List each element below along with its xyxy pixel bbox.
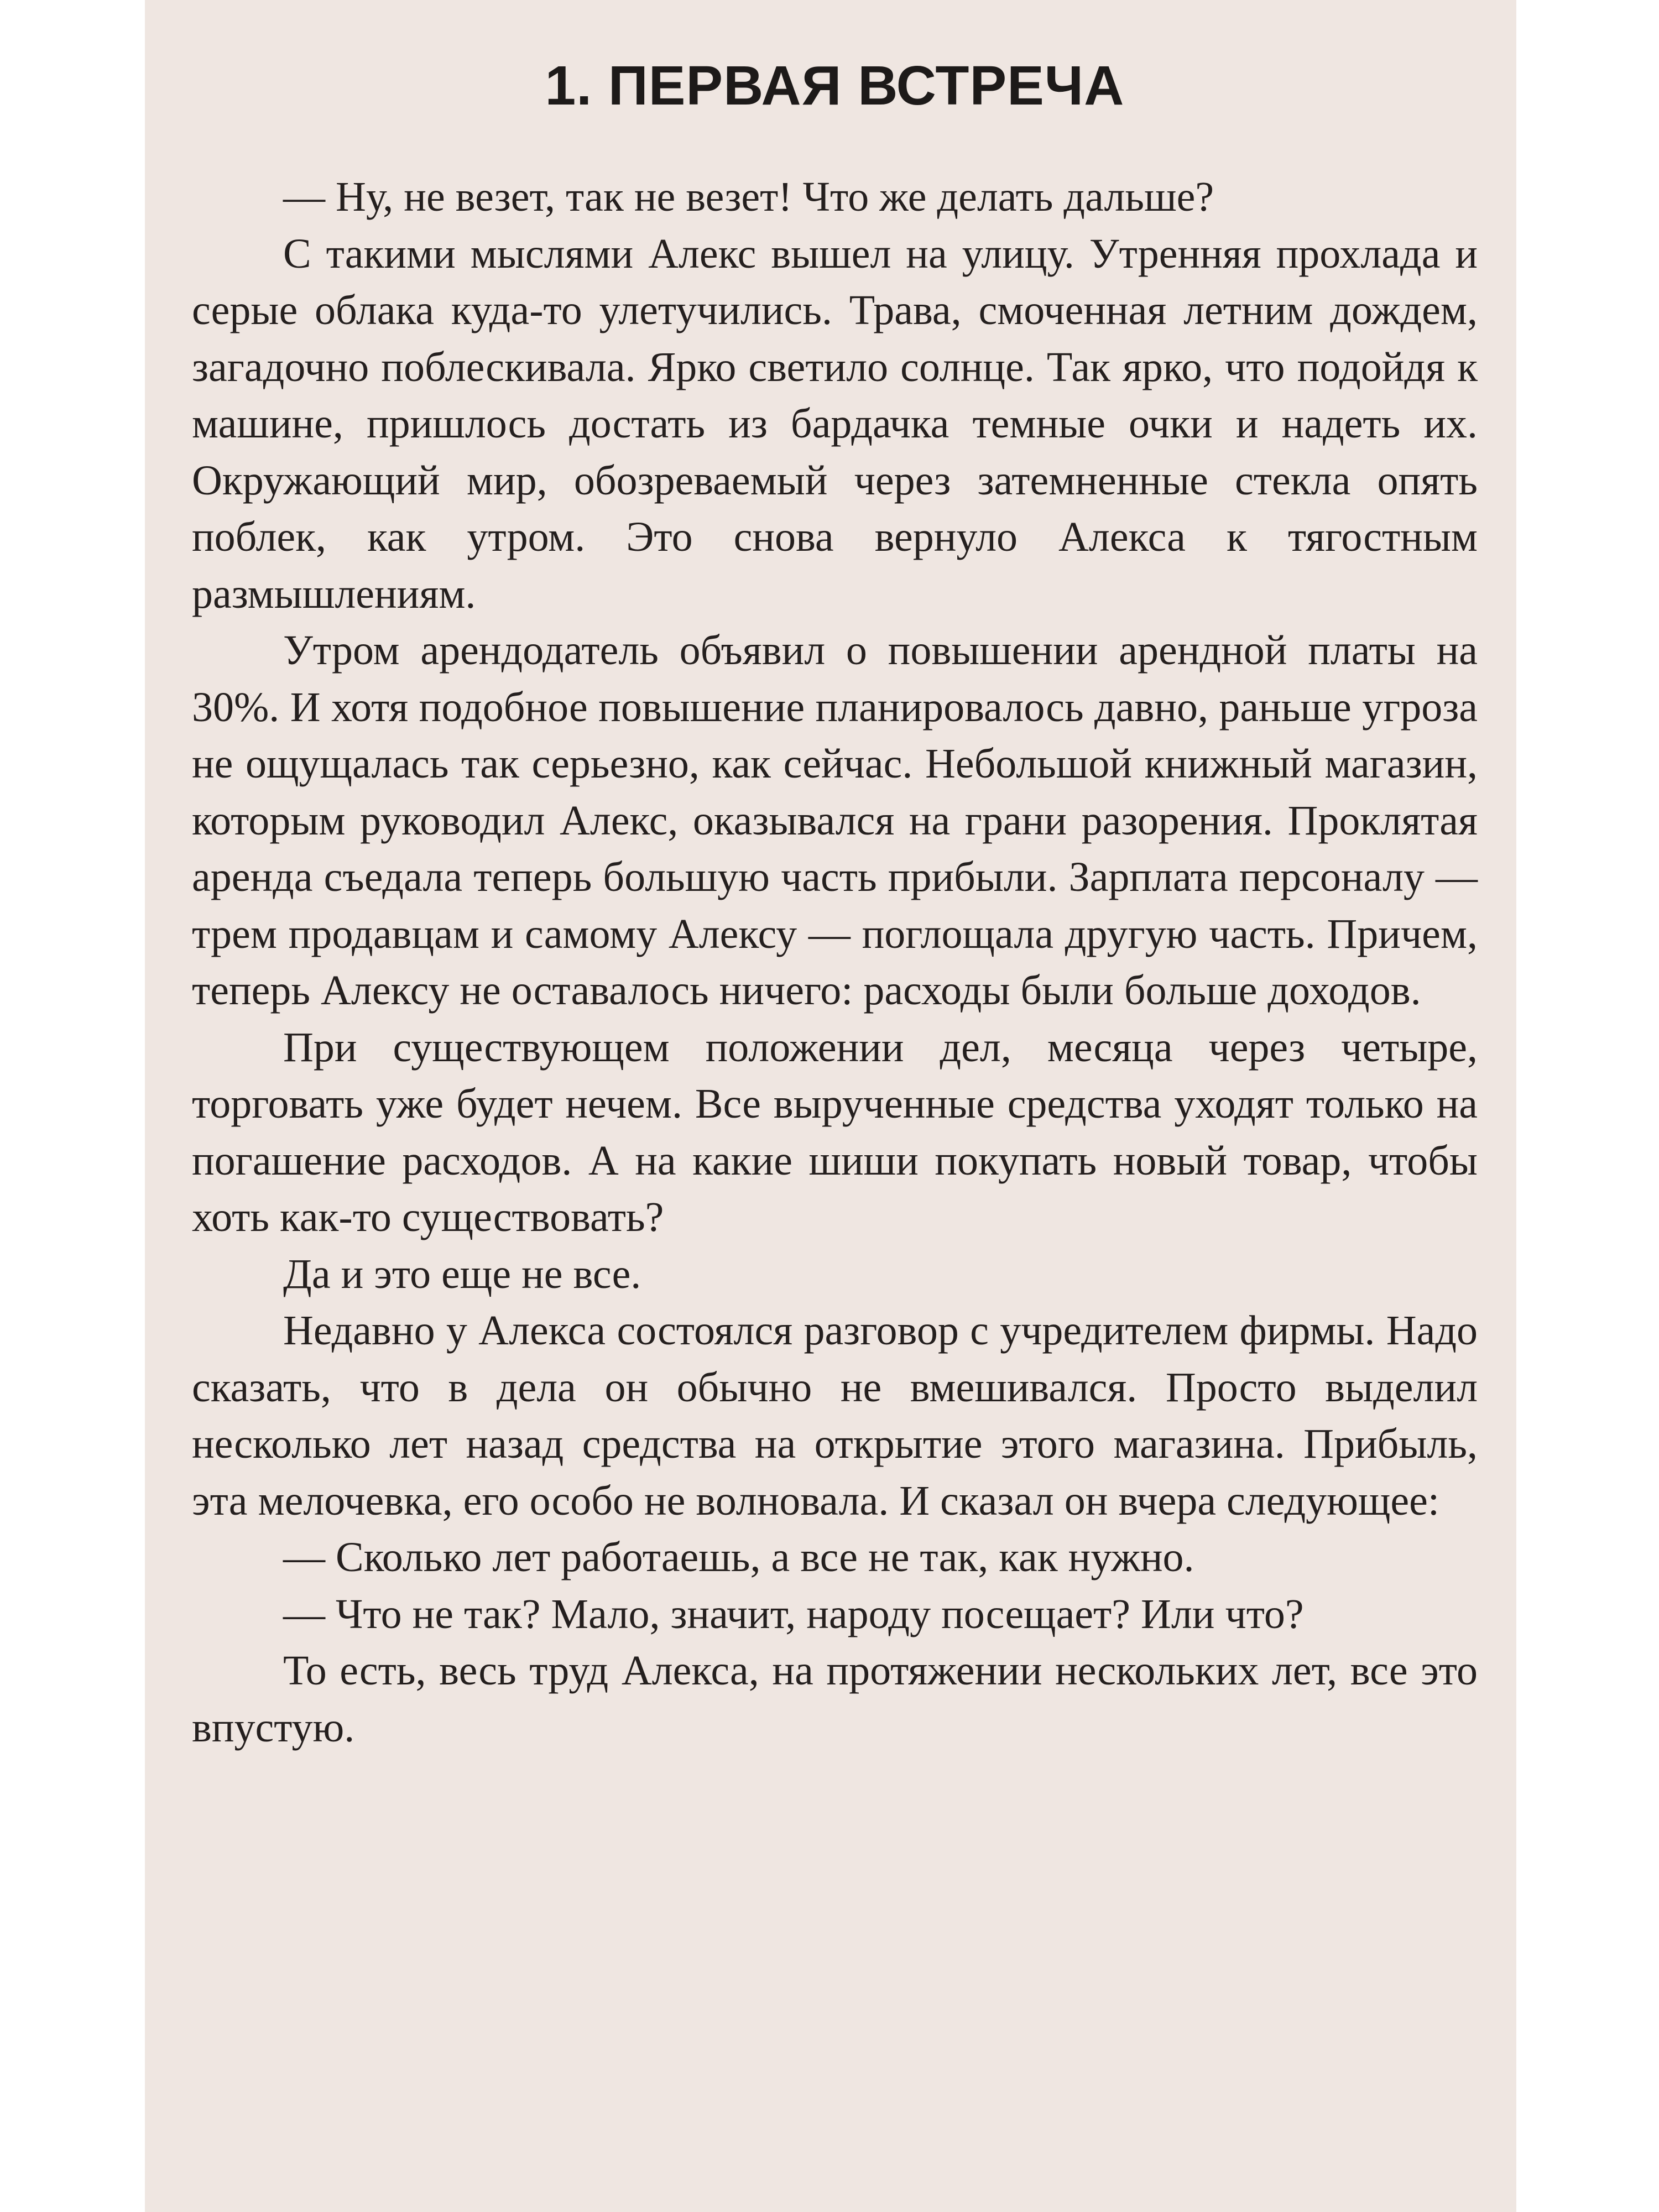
paragraph: Да и это еще не все. xyxy=(283,1250,641,1297)
paragraph: — Сколько лет работаешь, а все не так, как нужно. xyxy=(283,1534,1194,1580)
paragraph: — Что не так? Мало, значит, народу посещает? Или что? xyxy=(283,1590,1304,1637)
paragraph: — Ну, не везет, так не везет! Что же делать дальше? xyxy=(283,174,1214,220)
paragraph: То есть, весь труд Алекса, на протяжении нескольких лет, все это впустую. xyxy=(192,1647,1478,1751)
paragraph: При существующем положении дел, месяца через четыре, торговать уже будет нечем. Все вырученные средства уходят только на погашение расходов. А на какие шиши покупать новый товар, чтобы хоть как-то существовать? xyxy=(192,1024,1478,1240)
chapter-title: 1. ПЕРВАЯ ВСТРЕЧА xyxy=(545,55,1125,117)
chapter-body xyxy=(192,169,1478,1756)
paragraph: Недавно у Алекса состоялся разговор с учредителем фирмы. Надо сказать, что в дела он обычно не вмешивался. Просто выделил несколько лет назад средства на открытие этого магазина. Прибыль, эта мелочевка, его особо не волновала. И сказал он вчера следующее: xyxy=(192,1307,1478,1524)
paragraph: Утром арендодатель объявил о повышении арендной платы на 30%. И хотя подобное повышение планировалось давно, раньше угроза не ощущалась так серьезно, как сейчас. Небольшой книжный магазин, которым руководил Алекс, оказывался на грани разорения. Проклятая аренда съедала теперь большую часть прибыли. Зарплата персоналу — трем продавцам и самому Алексу — поглощала другую часть. Причем, теперь Алексу не оставалось ничего: расходы были больше доходов. xyxy=(192,627,1478,1014)
book-page xyxy=(145,0,1516,2212)
paragraph: С такими мыслями Алекс вышел на улицу. Утренняя прохлада и серые облака куда-то улетучились. Трава, смоченная летним дождем, загадочно поблескивала. Ярко светило солнце. Так ярко, что подойдя к машине, пришлось достать из бардачка темные очки и надеть их. Окружающий мир, обозреваемый через затемненные стекла опять поблек, как утром. Это снова вернуло Алекса к тягостным размышлениям. xyxy=(192,230,1478,617)
